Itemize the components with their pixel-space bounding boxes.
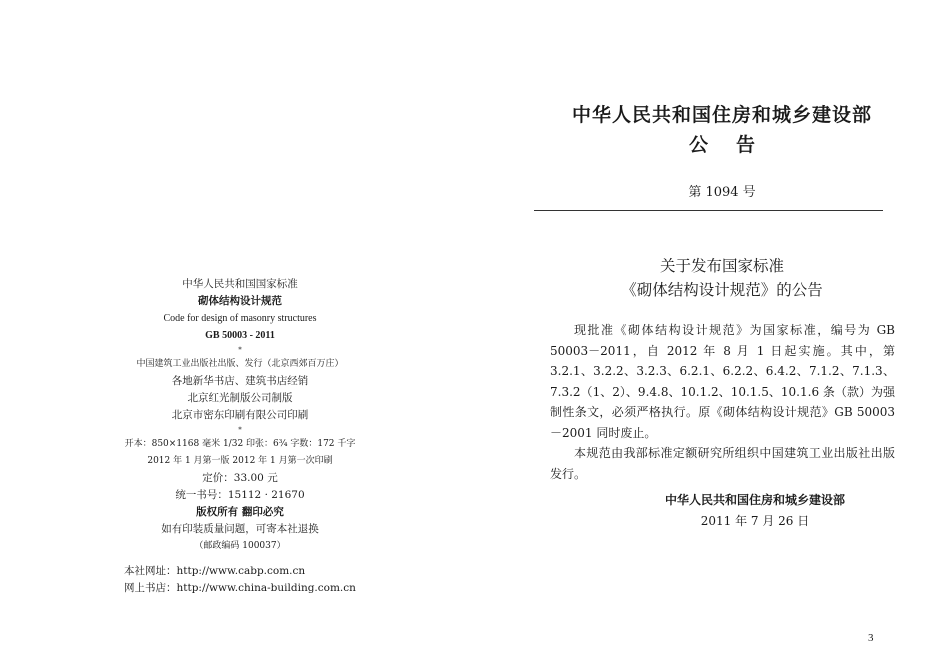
signer: 中华人民共和国住房和城乡建设部 bbox=[664, 493, 845, 507]
cip-block bbox=[100, 276, 380, 555]
online-store-link[interactable]: 网上书店：http://www.china-building.com.cn bbox=[124, 582, 356, 594]
left-page-copyright bbox=[0, 0, 470, 672]
announcement-heading-line2: 《砌体结构设计规范》的公告 bbox=[621, 281, 823, 299]
web-links bbox=[124, 563, 404, 597]
publisher-line: 中国建筑工业出版社出版、发行（北京西郊百万庄） bbox=[136, 359, 344, 369]
copyright-notice: 版权所有 翻印必究 bbox=[196, 506, 284, 518]
book-number: 统一书号：15112 · 21670 bbox=[175, 489, 305, 501]
body-paragraph: 现批准《砌体结构设计规范》为国家标准，编号为 GB 50003－2011，自 2012 年 8 月 1 日起实施。其中，第 3.2.1、3.2.2、3.2.3、6.2.1、6.2.2、6.4.2、7.1.2、7.1.3、7.3.2（1、2）、9.4.8、10.1.2、10.1.5、10.1.6 条（款）为强制性条文，必须严格执行。原《砌体结构设计规范》GB 50003－2001 同时废止。 bbox=[550, 323, 895, 440]
department-title: 中华人民共和国住房和城乡建设部 bbox=[571, 104, 872, 126]
standard-type: 中华人民共和国国家标准 bbox=[182, 278, 298, 290]
page-number: 3 bbox=[868, 632, 874, 644]
announcement-number: 第 1094 号 bbox=[688, 185, 756, 200]
return-notice: 如有印装质量问题，可寄本社退换 bbox=[161, 523, 319, 535]
announcement-body bbox=[550, 320, 895, 484]
body-paragraph: 本规范由我部标准定额研究所组织中国建筑工业出版社出版发行。 bbox=[550, 446, 895, 481]
right-page-announcement bbox=[470, 0, 950, 672]
plate-maker-line: 北京红光制版公司制版 bbox=[187, 392, 293, 404]
book-title-english: Code for design of masonry structures bbox=[163, 313, 317, 324]
book-title: 砌体结构设计规范 bbox=[198, 295, 282, 307]
price: 定价：33.00 元 bbox=[202, 472, 278, 484]
sign-date: 2011 年 7 月 26 日 bbox=[700, 514, 810, 528]
notice-label: 公告 bbox=[688, 134, 783, 156]
separator-star: * bbox=[238, 426, 242, 434]
divider-rule bbox=[534, 210, 883, 211]
postal-code: （邮政编码 100037） bbox=[194, 541, 286, 551]
website-link[interactable]: 本社网址：http://www.cabp.com.cn bbox=[124, 565, 306, 577]
announcement-heading-line1: 关于发布国家标准 bbox=[659, 257, 784, 275]
separator-star: * bbox=[238, 346, 242, 354]
edition-info: 2012 年 1 月第一版 2012 年 1 月第一次印刷 bbox=[147, 456, 333, 466]
distributor-line: 各地新华书店、建筑书店经销 bbox=[171, 375, 309, 387]
standard-code: GB 50003 - 2011 bbox=[205, 330, 275, 341]
printer-line: 北京市密东印刷有限公司印刷 bbox=[171, 409, 309, 421]
format-specs: 开本：850×1168 毫米 1/32 印张：6¾ 字数：172 千字 bbox=[124, 439, 356, 449]
